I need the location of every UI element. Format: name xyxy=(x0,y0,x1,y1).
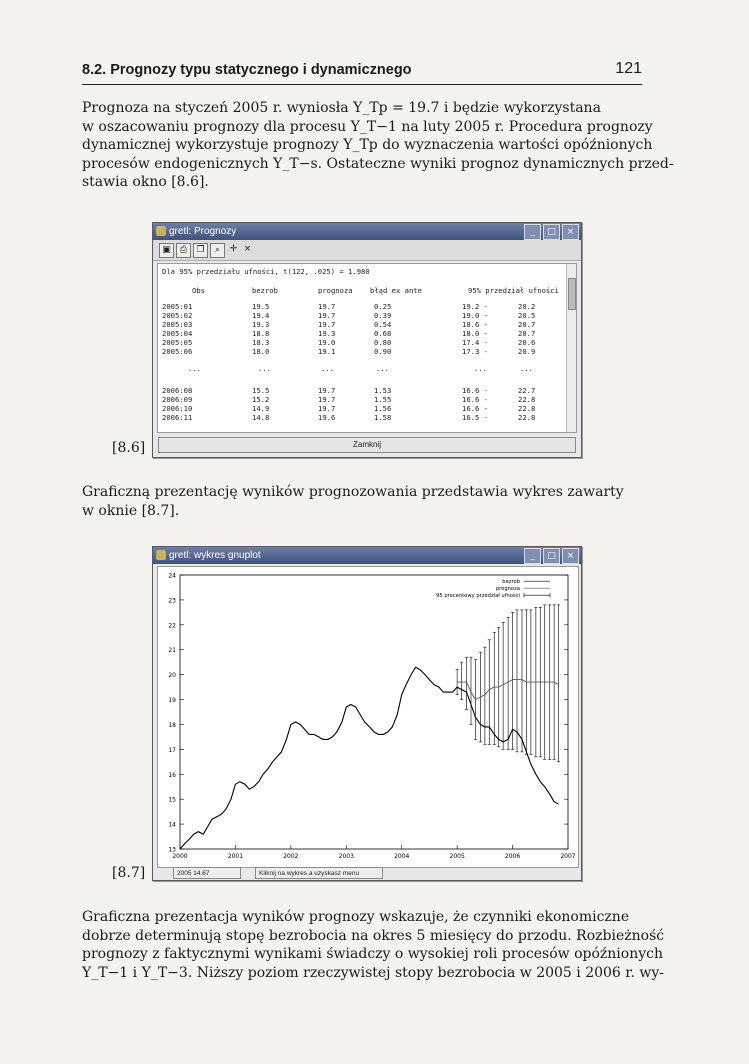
paragraph-2 xyxy=(82,483,642,520)
maximize-button[interactable]: □ xyxy=(543,224,560,240)
zamknij-button[interactable]: Zamknij xyxy=(158,437,576,453)
table-cell: 2006:10 xyxy=(162,404,193,413)
para-line: procesów endogenicznych Y_T−s. Ostateczne wyniki prognoz dynamicznych przed- xyxy=(82,155,674,172)
app-icon xyxy=(156,226,166,236)
para-line: dobrze determinują stopę bezrobocia na okres 5 miesięcy do przodu. Rozbieżność xyxy=(82,927,665,944)
ellipsis-obs: ... xyxy=(188,364,201,373)
y-tick-label: 13 xyxy=(168,846,176,854)
status-bar xyxy=(155,867,579,878)
table-cell: 15.5 xyxy=(252,386,270,395)
table-cell: 1.53 xyxy=(374,386,392,395)
table-cell: 18.8 xyxy=(252,329,270,338)
table-cell: 0.68 xyxy=(374,329,392,338)
table-cell: 18.0 - xyxy=(462,329,488,338)
toolbar xyxy=(153,240,581,261)
table-cell: 20.5 xyxy=(518,311,536,320)
table-cell: 16.6 - xyxy=(462,386,488,395)
para-line: Graficzną prezentację wyników prognozowania przedstawia wykres zawarty xyxy=(82,484,624,500)
table-cell: 0.80 xyxy=(374,338,392,347)
ellipsis: ... xyxy=(258,364,271,373)
x-tick-label: 2001 xyxy=(227,853,244,860)
coord-readout: 2005 14.67 xyxy=(173,867,241,879)
table-cell: 20.7 xyxy=(518,329,536,338)
table-cell: 17.3 - xyxy=(462,347,488,356)
header-line: Dla 95% przedziału ufności, t(122, .025) = 1.980 xyxy=(162,267,370,276)
table-cell: 20.2 xyxy=(518,302,536,311)
y-tick-label: 21 xyxy=(168,647,176,655)
gnuplot-window xyxy=(152,546,582,881)
table-cell: 15.2 xyxy=(252,395,270,404)
plot-frame xyxy=(180,575,568,849)
table-cell: 2005:04 xyxy=(162,329,193,338)
table-cell: 22.8 xyxy=(518,413,536,422)
table-cell: 1.58 xyxy=(374,413,392,422)
table-cell: 1.55 xyxy=(374,395,392,404)
table-cell: 19.7 xyxy=(318,302,336,311)
table-cell: 22.7 xyxy=(518,386,536,395)
table-cell: 19.3 xyxy=(252,320,270,329)
window-title: gretl: Prognozy xyxy=(169,226,237,237)
find-icon[interactable]: ⌕ xyxy=(210,243,225,258)
legend-label: prognoza xyxy=(495,586,520,592)
ellipsis: ... xyxy=(520,364,533,373)
x-tick-label: 2005 xyxy=(449,853,465,860)
col-interval: 95% przedział ufności xyxy=(468,286,559,295)
x-tick-label: 2004 xyxy=(394,853,410,860)
table-cell: 0.54 xyxy=(374,320,392,329)
table-cell: 17.4 - xyxy=(462,338,488,347)
title-bar[interactable] xyxy=(153,223,581,240)
table-cell: 0.25 xyxy=(374,302,392,311)
para-line: Y_T−1 i Y_T−3. Niższy poziom rzeczywistej stopy bezrobocia w 2005 i 2006 r. wy- xyxy=(82,964,664,981)
window-title: gretl: wykres gnuplot xyxy=(169,550,261,561)
table-cell: 19.7 xyxy=(318,311,336,320)
table-cell: 2005:03 xyxy=(162,320,193,329)
y-tick-label: 24 xyxy=(168,572,176,580)
scrollbar[interactable] xyxy=(566,264,576,432)
y-tick-label: 19 xyxy=(168,697,176,705)
table-cell: 16.6 - xyxy=(462,404,488,413)
table-cell: 19.7 xyxy=(318,404,336,413)
table-cell: 2006:08 xyxy=(162,386,193,395)
running-header xyxy=(82,60,642,85)
table-cell: 2005:05 xyxy=(162,338,193,347)
ellipsis: ... xyxy=(474,364,487,373)
col-obs: Obs xyxy=(192,286,205,295)
table-cell: 2005:06 xyxy=(162,347,193,356)
para-line: w oszacowaniu prognozy dla procesu Y_T−1 na luty 2005 r. Procedura prognozy xyxy=(82,118,653,135)
y-tick-label: 16 xyxy=(168,771,176,779)
figure-tag-8-6: [8.6] xyxy=(112,440,146,456)
close-window-button[interactable]: × xyxy=(562,548,579,564)
table-cell: 20.6 xyxy=(518,338,536,347)
x-tick-label: 2006 xyxy=(504,853,521,860)
scroll-thumb[interactable] xyxy=(568,278,576,310)
table-cell: 16.6 - xyxy=(462,395,488,404)
table-cell: 19.7 xyxy=(318,386,336,395)
table-cell: 16.5 - xyxy=(462,413,488,422)
y-tick-label: 23 xyxy=(168,597,176,605)
y-tick-label: 15 xyxy=(168,796,176,804)
section-title: 8.2. Prognozy typu statycznego i dynamicznego xyxy=(82,62,412,78)
table-cell: 19.7 xyxy=(318,395,336,404)
table-cell: 14.9 xyxy=(252,404,270,413)
forecast-text xyxy=(157,263,577,433)
paragraph-1 xyxy=(82,99,674,192)
table-cell: 19.7 xyxy=(318,320,336,329)
para-line: prognozy z faktycznymi wynikami świadczy o wysokiej roli procesów opóźnionych xyxy=(82,946,663,962)
table-cell: 19.1 xyxy=(318,347,336,356)
col-blad: błąd ex ante xyxy=(370,286,422,295)
x-tick-label: 2002 xyxy=(283,853,299,860)
ellipsis: ... xyxy=(376,364,389,373)
table-cell: 22.8 xyxy=(518,404,536,413)
table-cell: 19.0 xyxy=(318,338,336,347)
col-bezrob: bezrob xyxy=(252,286,278,295)
minimize-button[interactable]: _ xyxy=(524,548,541,564)
table-cell: 19.0 - xyxy=(462,311,488,320)
table-cell: 19.6 xyxy=(318,413,336,422)
print-icon[interactable]: ⎙ xyxy=(176,243,191,258)
legend-label: 95 procentowy przedział ufności xyxy=(436,593,520,599)
close-icon[interactable]: × xyxy=(243,244,252,254)
series-bezrob xyxy=(180,667,559,849)
x-tick-label: 2000 xyxy=(172,853,188,860)
forecast-window xyxy=(152,222,582,458)
x-tick-label: 2007 xyxy=(560,853,576,860)
table-cell: 19.4 xyxy=(252,311,270,320)
table-cell: 22.8 xyxy=(518,395,536,404)
maximize-button[interactable]: □ xyxy=(543,548,560,564)
para-line: stawia okno [8.6]. xyxy=(82,174,209,190)
table-cell: 19.3 xyxy=(318,329,336,338)
y-tick-label: 20 xyxy=(168,672,176,680)
y-tick-label: 22 xyxy=(168,622,176,630)
status-hint: Kliknij na wykres a uzyskasz menu xyxy=(255,867,383,879)
table-cell: 18.6 - xyxy=(462,320,488,329)
save-icon[interactable]: ▣ xyxy=(159,243,174,258)
table-cell: 20.9 xyxy=(518,347,536,356)
table-cell: 2006:09 xyxy=(162,395,193,404)
page-number: 121 xyxy=(615,60,642,77)
close-window-button[interactable]: × xyxy=(562,224,579,240)
para-line: Prognoza na styczeń 2005 r. wyniosła Y_Tp = 19.7 i będzie wykorzystana xyxy=(82,100,601,116)
forecast-chart[interactable] xyxy=(157,566,579,868)
para-line: dynamicznej wykorzystuje prognozy Y_Tp do wyznaczenia wartości opóźnionych xyxy=(82,137,653,153)
table-cell: 1.56 xyxy=(374,404,392,413)
figure-tag-8-7: [8.7] xyxy=(112,865,146,881)
table-cell: 2005:01 xyxy=(162,302,193,311)
legend-label: bezrob xyxy=(502,579,520,585)
table-cell: 2005:02 xyxy=(162,311,193,320)
table-cell: 14.8 xyxy=(252,413,270,422)
plus-icon[interactable]: ✛ xyxy=(229,244,238,254)
table-cell: 18.3 xyxy=(252,338,270,347)
minimize-button[interactable]: _ xyxy=(524,224,541,240)
table-cell: 19.2 - xyxy=(462,302,488,311)
ellipsis: ... xyxy=(321,364,334,373)
para-line: Graficzna prezentacja wyników prognozy wskazuje, że czynniki ekonomiczne xyxy=(82,909,630,925)
y-tick-label: 18 xyxy=(168,721,176,729)
para-line: w oknie [8.7]. xyxy=(82,502,180,519)
col-prognoza: prognoza xyxy=(318,286,353,295)
title-bar[interactable] xyxy=(153,547,581,564)
table-cell: 0.39 xyxy=(374,311,392,320)
paragraph-3 xyxy=(82,908,665,982)
y-tick-label: 14 xyxy=(168,821,176,829)
table-cell: 0.90 xyxy=(374,347,392,356)
copy-icon[interactable]: ❐ xyxy=(193,243,208,258)
table-cell: 20.7 xyxy=(518,320,536,329)
y-tick-label: 17 xyxy=(168,746,176,754)
table-cell: 19.5 xyxy=(252,302,270,311)
table-cell: 2006:11 xyxy=(162,413,193,422)
table-cell: 18.0 xyxy=(252,347,270,356)
x-tick-label: 2003 xyxy=(338,853,354,860)
app-icon xyxy=(156,550,166,560)
